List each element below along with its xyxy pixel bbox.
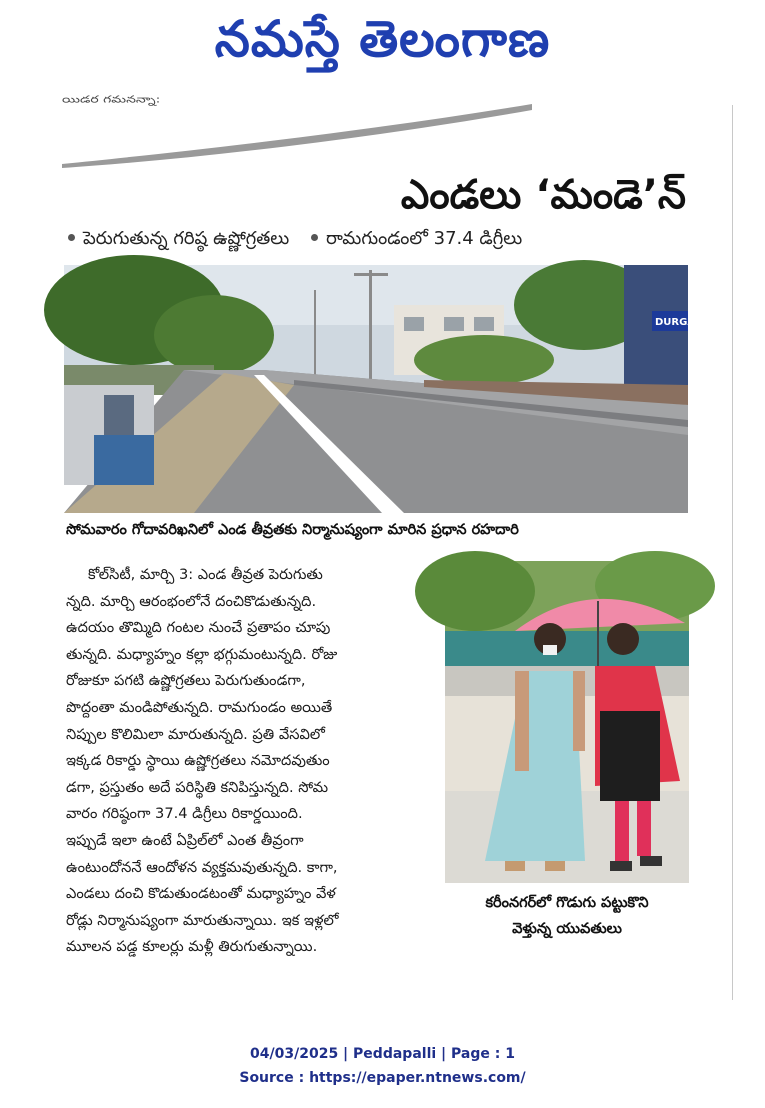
column-divider [732, 105, 733, 1000]
body-line: ఎండలు దంచి కొడుతుండటంతో మధ్యాహ్నం వేళ [66, 885, 336, 903]
subheadings [62, 228, 694, 253]
body-line: రోజుకూ పగటి ఉష్ణోగ్రతలు పెరుగుతుండగా, [66, 672, 306, 690]
decorative-swoosh [62, 92, 532, 172]
side-caption-line: కరీంనగర్‌లో గొడుగు పట్టుకొని [485, 895, 649, 911]
footer-date-edition: 04/03/2025 | Peddapalli | Page : 1 [250, 1046, 515, 1062]
newspaper-logo: నమస్తే తెలంగాణ [214, 10, 551, 68]
umbrella-scene-illustration [445, 561, 689, 883]
main-photo-caption: సోమవారం గోదావరిఖనిలో ఎండ తీవ్రతకు నిర్మానుష్యంగా మారిన ప్రధాన రహదారి [66, 522, 519, 538]
body-line: తున్నది. మధ్యాహ్నం కల్లా భగ్గుమంటున్నది. రోజు [66, 645, 338, 663]
body-line: న్నది. మార్చి ఆరంభంలోనే దంచికొడుతున్నది. [66, 592, 317, 610]
side-photo-umbrella [445, 561, 689, 883]
subheading-1: పెరుగుతున్న గరిష్ఠ ఉష్ణోగ్రతలు [83, 228, 290, 249]
subheading-2: రామగుండంలో 37.4 డిగ్రీలు [326, 228, 523, 249]
body-line: వారం గరిష్ఠంగా 37.4 డిగ్రీలు రికార్డయింది. [66, 805, 303, 823]
footer-source: Source : https://epaper.ntnews.com/ [239, 1070, 526, 1086]
main-photo-road [64, 265, 696, 513]
body-line: డగా, ప్రస్తుతం అదే పరిస్థితి కనిపిస్తున్నది. సోమ [66, 778, 329, 796]
news-clipping [62, 92, 694, 992]
side-photo-caption [442, 890, 692, 942]
article-body [66, 562, 431, 961]
body-line: ఇక్కడ రికార్డు స్థాయి ఉష్ణోగ్రతలు నమోదవుతుం [66, 752, 330, 770]
body-line: మూలన పడ్డ కూలర్లు మళ్లీ తిరుగుతున్నాయి. [66, 938, 318, 956]
masthead [0, 0, 765, 80]
cut-off-text: యిడర గమనన్నా: [62, 94, 161, 106]
bullet-icon [68, 234, 75, 241]
side-caption-line: వెళ్తున్న యువతులు [512, 921, 622, 937]
body-line: ఇప్పుడే ఇలా ఉంటే ఏప్రిల్‌లో ఎంత తీవ్రంగా [66, 831, 304, 849]
body-line: ఉంటుందోననే ఆందోళన వ్యక్తమవుతున్నది. కాగా, [66, 858, 338, 876]
road-scene-illustration [64, 265, 696, 513]
body-line: ఉదయం తొమ్మిది గంటల నుంచే ప్రతాపం చూపు [66, 619, 331, 637]
bullet-icon [311, 234, 318, 241]
body-line: కోల్‌సిటీ, మార్చి 3: ఎండ తీవ్రత పెరుగుతు [88, 566, 323, 583]
body-line: రోడ్లు నిర్మానుష్యంగా మారుతున్నాయి. ఇక ఇళ్లలో [66, 911, 339, 929]
body-line: నిప్పుల కొలిమిలా మారుతున్నది. ప్రతి వేసవిలో [66, 725, 325, 743]
body-line: పొద్దంతా మండిపోతున్నది. రామగుండం అయితే [66, 698, 333, 716]
shop-sign-text: DURGA [655, 317, 696, 328]
headline: ఎండలు ‘మండె’న్ [400, 172, 686, 218]
